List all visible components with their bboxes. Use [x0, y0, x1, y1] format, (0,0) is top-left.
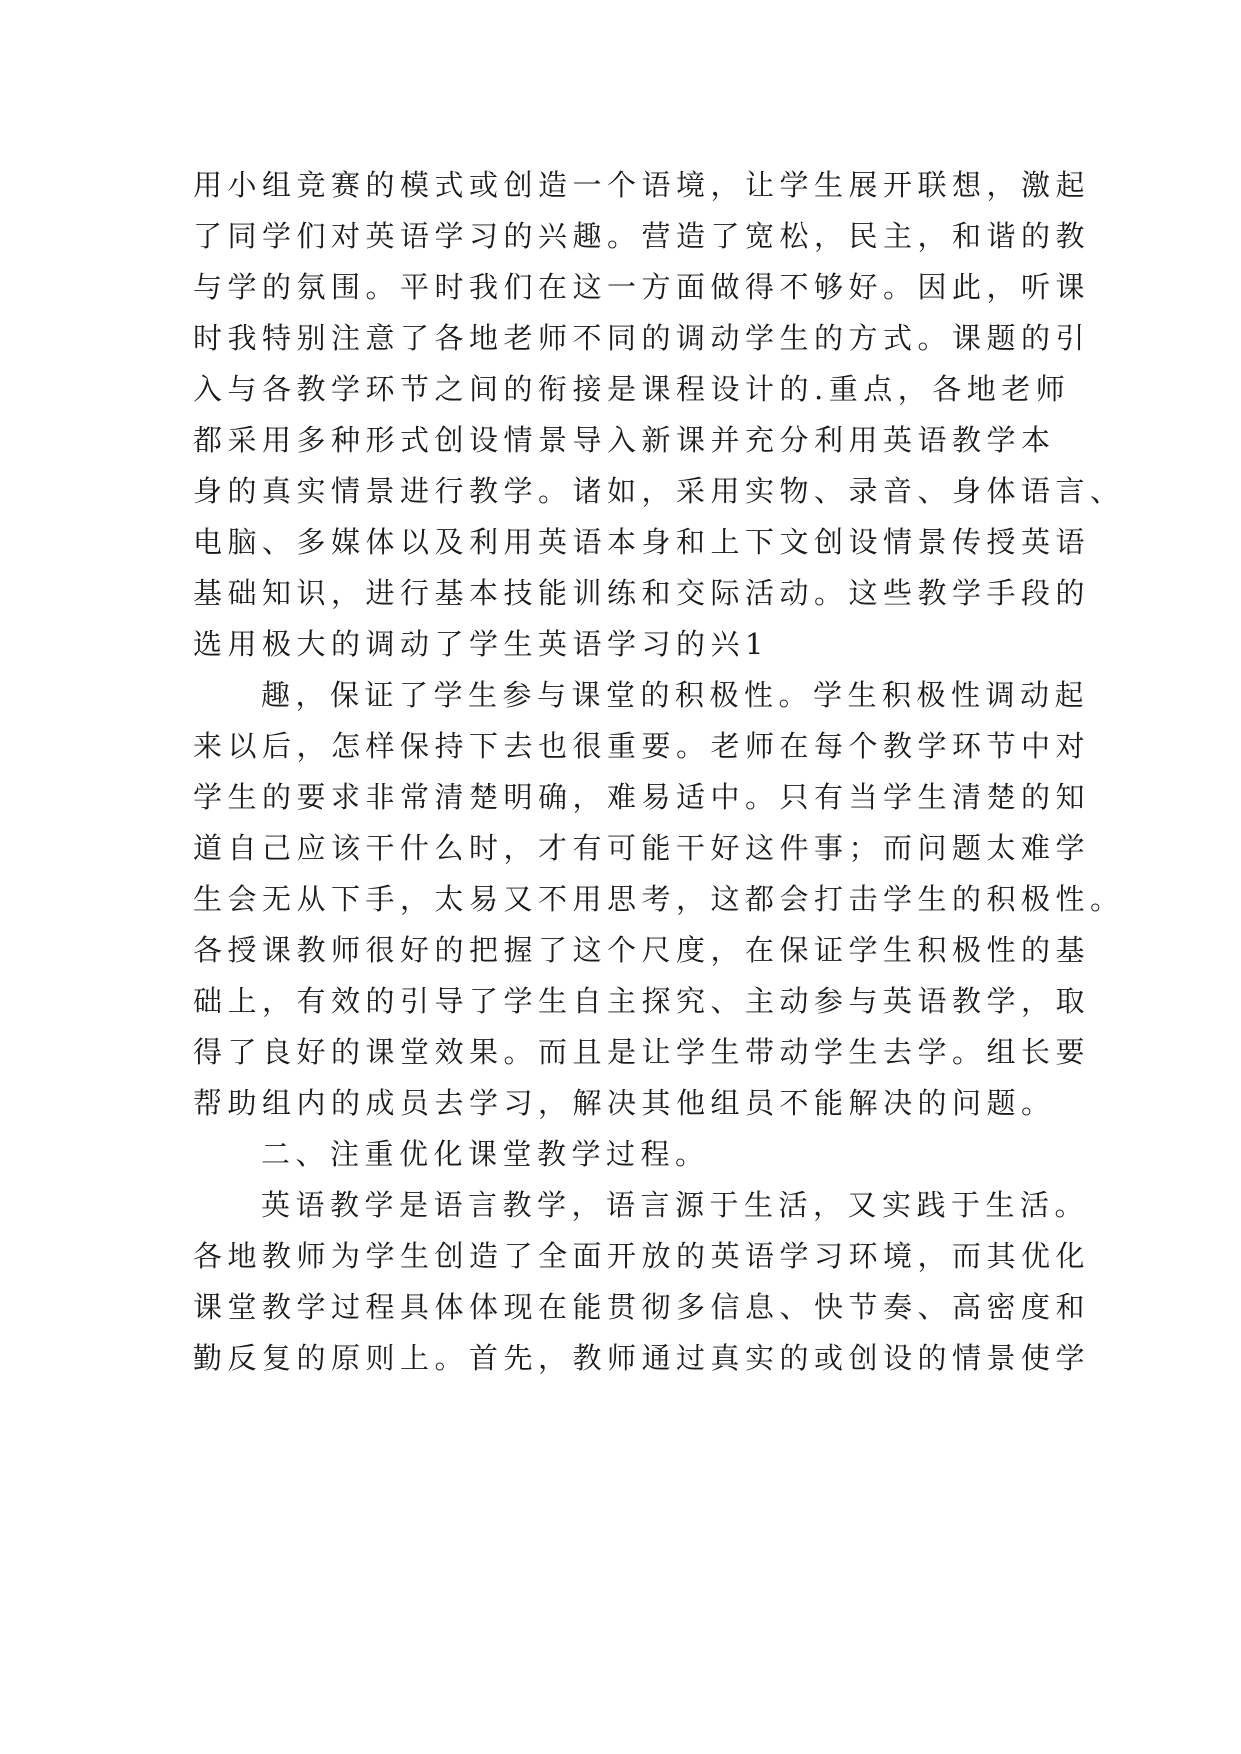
text-line: 勤反复的原则上。首先，教师通过真实的或创设的情景使学	[193, 1341, 1091, 1375]
text-line: 基础知识，进行基本技能训练和交际活动。这些教学手段的	[193, 576, 1091, 610]
text-line: 电脑、多媒体以及利用英语本身和上下文创设情景传授英语	[193, 525, 1091, 559]
text-line: 础上，有效的引导了学生自主探究、主动参与英语教学，取	[193, 984, 1091, 1018]
text-line: 帮助组内的成员去学习，解决其他组员不能解决的问题。	[193, 1086, 1056, 1120]
text-line: 身的真实情景进行教学。诸如，采用实物、录音、身体语言、	[193, 474, 1125, 508]
text-line: 学生的要求非常清楚明确，难易适中。只有当学生清楚的知	[193, 780, 1091, 814]
section-heading: 二、注重优化课堂教学过程。	[261, 1137, 710, 1171]
paragraph-first-line: 趣，保证了学生参与课堂的积极性。学生积极性调动起	[261, 678, 1090, 712]
text-line: 生会无从下手，太易又不用思考，这都会打击学生的积极性。	[193, 882, 1125, 916]
text-line: 各授课教师很好的把握了这个尺度，在保证学生积极性的基	[193, 933, 1091, 967]
text-line: 道自己应该干什么时，才有可能干好这件事；而问题太难学	[193, 831, 1091, 865]
text-line: 入与各教学环节之间的衔接是课程设计的.重点，各地老师	[193, 372, 1071, 406]
document-body	[193, 160, 1125, 1384]
text-line: 课堂教学过程具体体现在能贯彻多信息、快节奏、高密度和	[193, 1290, 1091, 1324]
text-line: 各地教师为学生创造了全面开放的英语学习环境，而其优化	[193, 1239, 1091, 1273]
text-line: 用小组竞赛的模式或创造一个语境，让学生展开联想，激起	[193, 168, 1091, 202]
text-line: 选用极大的调动了学生英语学习的兴1	[193, 627, 769, 661]
text-line: 来以后，怎样保持下去也很重要。老师在每个教学环节中对	[193, 729, 1091, 763]
text-line: 得了良好的课堂效果。而且是让学生带动学生去学。组长要	[193, 1035, 1091, 1069]
text-line: 与学的氛围。平时我们在这一方面做得不够好。因此，听课	[193, 270, 1091, 304]
text-line: 了同学们对英语学习的兴趣。营造了宽松，民主，和谐的教	[193, 219, 1091, 253]
text-line: 都采用多种形式创设情景导入新课并充分利用英语教学本	[193, 423, 1056, 457]
text-line: 时我特别注意了各地老师不同的调动学生的方式。课题的引	[193, 321, 1091, 355]
paragraph-first-line: 英语教学是语言教学，语言源于生活，又实践于生活。	[261, 1188, 1090, 1222]
